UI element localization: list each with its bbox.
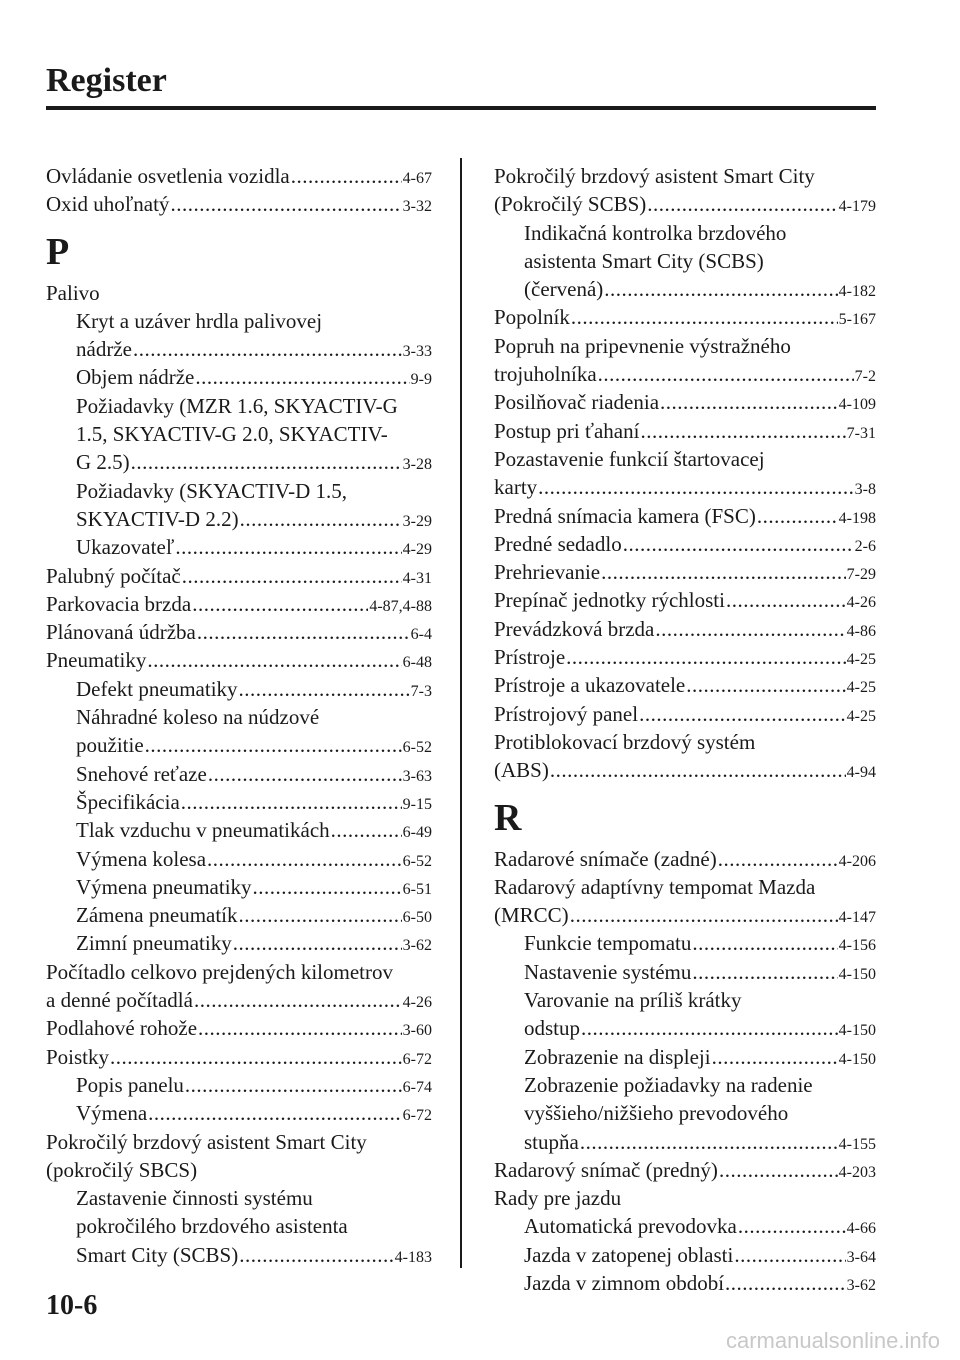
page-reference: 4-25 — [846, 651, 876, 669]
entry-text: Prevádzková brzda — [494, 616, 655, 641]
entry-text: vyššieho/nižšieho prevodového — [524, 1101, 789, 1126]
index-subentry — [494, 1043, 876, 1071]
entry-text: Radarový snímač (predný) — [494, 1157, 718, 1182]
index-entry — [494, 873, 876, 901]
page-reference: 7-29 — [846, 566, 876, 584]
entry-text: a denné počítadlá — [46, 988, 193, 1013]
entry-text: Špecifikácia — [76, 789, 180, 814]
entry-text: Ovládanie osvetlenia vozidla — [46, 164, 290, 188]
index-entry — [494, 445, 876, 473]
page-reference: 4-198 — [838, 509, 876, 527]
dot-leader — [133, 335, 402, 363]
entry-text: Radarový adaptívny tempomat Mazda — [494, 874, 816, 899]
page-reference: 4-179 — [838, 198, 876, 216]
page-reference: 6-4 — [410, 626, 432, 644]
dot-leader — [233, 929, 402, 957]
index-subentry — [46, 420, 432, 448]
dot-leader — [718, 845, 838, 873]
entry-text: Funkcie tempomatu — [524, 931, 692, 956]
page-reference: 3-33 — [402, 343, 432, 361]
entry-text: Automatická prevodovka — [524, 1214, 737, 1239]
dot-leader — [240, 505, 402, 533]
index-subentry — [494, 219, 876, 247]
dot-leader — [192, 590, 368, 618]
index-entry — [494, 360, 876, 388]
dot-leader — [571, 303, 838, 331]
index-entry — [494, 190, 876, 218]
index-subentry — [46, 873, 432, 901]
index-subentry — [46, 788, 432, 816]
index-subentry — [46, 929, 432, 957]
index-subentry — [494, 247, 876, 275]
entry-text: Výmena kolesa — [76, 846, 207, 871]
index-subentry — [494, 986, 876, 1014]
entry-text: Indikačná kontrolka brzdového — [524, 220, 787, 245]
dot-leader — [719, 1156, 838, 1184]
page-reference: 6-72 — [402, 1050, 432, 1068]
page-reference: 4-26 — [402, 994, 432, 1012]
index-column-left — [46, 162, 432, 1269]
index-subentry — [494, 929, 876, 957]
page-reference: 6-74 — [402, 1078, 432, 1096]
dot-leader — [185, 1071, 402, 1099]
dot-leader — [198, 1014, 402, 1042]
page-reference: 4-109 — [838, 396, 876, 414]
dot-leader — [239, 675, 410, 703]
entry-text: (MRCC) — [494, 903, 569, 928]
page-reference: 4-150 — [838, 965, 876, 983]
entry-text: karty — [494, 475, 538, 500]
entry-text: Kryt a uzáver hrdla palivovej — [76, 308, 323, 333]
entry-text: Varovanie na príliš krátky — [524, 988, 742, 1013]
index-entry — [494, 901, 876, 929]
dot-leader — [601, 558, 846, 586]
index-subentry — [46, 1184, 432, 1212]
entry-text: Plánovaná údržba — [46, 620, 196, 645]
index-subentry — [46, 1071, 432, 1099]
dot-leader — [726, 586, 846, 614]
index-entry — [46, 1043, 432, 1071]
entry-text: Posilňovač riadenia — [494, 390, 660, 415]
entry-text: Pokročilý brzdový asistent Smart City — [46, 1129, 367, 1154]
dot-leader — [208, 760, 402, 788]
dot-leader — [207, 845, 402, 873]
index-entry — [46, 986, 432, 1014]
entry-text: Pozastavenie funkcií štartovacej — [494, 446, 765, 471]
dot-leader — [194, 986, 402, 1014]
index-subentry — [494, 1014, 876, 1042]
index-subentry — [494, 1269, 876, 1297]
dot-leader — [538, 473, 854, 501]
index-section-letter: R — [494, 796, 522, 839]
entry-text: použitie — [76, 733, 144, 758]
page-reference: 7-2 — [854, 368, 876, 386]
index-subentry — [46, 335, 432, 363]
dot-leader — [581, 1014, 838, 1042]
page-reference: 4-86 — [846, 622, 876, 640]
index-subentry — [46, 505, 432, 533]
index-entry — [46, 279, 432, 307]
index-entry — [46, 562, 432, 590]
entry-text: (ABS) — [494, 758, 549, 783]
dot-leader — [712, 1043, 838, 1071]
index-subentry — [494, 1128, 876, 1156]
index-subentry — [46, 845, 432, 873]
index-subentry — [46, 1212, 432, 1240]
index-subentry — [494, 275, 876, 303]
dot-leader — [148, 1099, 402, 1127]
entry-text: Pneumatiky — [46, 648, 147, 673]
page-reference: 4-155 — [838, 1135, 876, 1153]
entry-text: Prístroje — [494, 645, 566, 670]
index-entry — [494, 700, 876, 728]
page-reference: 3-60 — [402, 1022, 432, 1040]
dot-leader — [757, 502, 838, 530]
dot-leader — [734, 1241, 845, 1269]
index-entry — [494, 1156, 876, 1184]
page-reference: 5-167 — [838, 311, 876, 329]
page-reference: 6-72 — [402, 1107, 432, 1125]
page-reference: 3-62 — [402, 937, 432, 955]
dot-leader — [195, 363, 409, 391]
index-subentry — [46, 731, 432, 759]
entry-text: Jazda v zimnom období — [524, 1270, 725, 1295]
entry-text: Požiadavky (SKYACTIV-D 1.5, — [76, 478, 348, 503]
entry-text: Popis panelu — [76, 1072, 184, 1097]
entry-text: Palivo — [46, 280, 100, 305]
entry-text: Tlak vzduchu v pneumatikách — [76, 818, 330, 843]
dot-leader — [640, 417, 845, 445]
index-subentry — [46, 1099, 432, 1127]
entry-text: Oxid uhoľnatý — [46, 192, 170, 217]
index-subentry — [46, 477, 432, 505]
index-entry — [494, 728, 876, 756]
page-reference: 3-32 — [402, 198, 432, 216]
entry-text: stupňa — [524, 1129, 579, 1154]
entry-text: Prístroje a ukazovatele — [494, 673, 686, 698]
entry-text: Protiblokovací brzdový systém — [494, 729, 756, 754]
index-entry — [494, 473, 876, 501]
dot-leader — [197, 618, 410, 646]
page-reference: 3-62 — [846, 1276, 876, 1294]
dot-leader — [598, 360, 854, 388]
index-column-right — [494, 162, 876, 1297]
dot-leader — [331, 816, 402, 844]
page-reference: 4-182 — [838, 283, 876, 301]
entry-text: Nastavenie systému — [524, 959, 692, 984]
index-subentry — [494, 1099, 876, 1127]
index-subentry — [46, 363, 432, 391]
dot-leader — [566, 643, 846, 671]
entry-text: Výmena — [76, 1101, 148, 1126]
entry-text: SKYACTIV-D 2.2) — [76, 506, 239, 531]
index-subentry — [494, 958, 876, 986]
index-section-letter: P — [46, 230, 70, 273]
page-number: 10-6 — [46, 1290, 98, 1321]
entry-text: (Pokročilý SCBS) — [494, 192, 647, 217]
page-reference: 7-3 — [410, 682, 432, 700]
entry-text: Výmena pneumatiky — [76, 874, 252, 899]
index-entry — [494, 417, 876, 445]
entry-text: Poistky — [46, 1044, 110, 1069]
index-entry — [46, 646, 432, 674]
dot-leader — [291, 162, 402, 190]
index-subentry — [46, 816, 432, 844]
page-reference: 3-8 — [854, 481, 876, 499]
dot-leader — [623, 530, 854, 558]
index-subentry — [46, 703, 432, 731]
dot-leader — [147, 646, 401, 674]
index-entry — [46, 1014, 432, 1042]
dot-leader — [253, 873, 402, 901]
entry-text: G 2.5) — [76, 450, 130, 475]
index-subentry — [46, 392, 432, 420]
page-title: Register — [46, 62, 167, 99]
index-entry — [46, 1156, 432, 1184]
entry-text: Defekt pneumatiky — [76, 676, 238, 701]
index-entry — [494, 756, 876, 784]
index-entry — [494, 643, 876, 671]
index-entry — [494, 162, 876, 190]
dot-leader — [239, 1241, 393, 1269]
index-entry — [46, 162, 432, 190]
page-reference: 6-51 — [402, 880, 432, 898]
page-reference: 7-31 — [846, 424, 876, 442]
page-reference: 4-67 — [402, 170, 432, 187]
index-subentry — [46, 448, 432, 476]
page-reference: 4-206 — [838, 852, 876, 870]
entry-text: Jazda v zatopenej oblasti — [524, 1242, 734, 1267]
page-reference: 3-64 — [846, 1248, 876, 1266]
page-reference: 4-183 — [394, 1248, 432, 1266]
index-entry — [46, 190, 432, 218]
dot-leader — [110, 1043, 402, 1071]
dot-leader — [692, 958, 837, 986]
page-reference: 9-9 — [410, 371, 432, 389]
dot-leader — [550, 756, 846, 784]
page-reference: 4-29 — [402, 541, 432, 559]
dot-leader — [131, 448, 402, 476]
index-entry — [494, 332, 876, 360]
index-subentry — [46, 1241, 432, 1269]
entry-text: Parkovacia brzda — [46, 591, 192, 616]
dot-leader — [692, 929, 837, 957]
page-reference: 2-6 — [854, 537, 876, 555]
index-entry — [494, 530, 876, 558]
page-reference: 4-25 — [846, 679, 876, 697]
entry-text: 1.5, SKYACTIV-G 2.0, SKYACTIV- — [76, 422, 388, 447]
entry-text: Pokročilý brzdový asistent Smart City — [494, 164, 815, 188]
page-reference: 4-94 — [846, 764, 876, 782]
dot-leader — [725, 1269, 846, 1297]
dot-leader — [604, 275, 837, 303]
index-subentry — [46, 901, 432, 929]
page-reference: 6-48 — [402, 654, 432, 672]
entry-text: Zobrazenie požiadavky na radenie — [524, 1072, 813, 1097]
entry-text: Popruh na pripevnenie výstražného — [494, 333, 791, 358]
dot-leader — [686, 671, 845, 699]
entry-text: Palubný počítač — [46, 563, 181, 588]
entry-text: Postup pri ťahaní — [494, 418, 640, 443]
page-reference: 3-63 — [402, 767, 432, 785]
dot-leader — [570, 901, 838, 929]
entry-text: Radarové snímače (zadné) — [494, 846, 717, 871]
entry-text: odstup — [524, 1016, 581, 1041]
entry-text: Zimní pneumatiky — [76, 931, 232, 956]
index-subentry — [46, 307, 432, 335]
dot-leader — [655, 615, 845, 643]
watermark: carmanualsonline.info — [725, 1328, 940, 1353]
index-entry — [46, 1128, 432, 1156]
entry-text: Predné sedadlo — [494, 531, 622, 556]
entry-text: Prepínač jednotky rýchlosti — [494, 588, 725, 613]
page-reference: 6-52 — [402, 739, 432, 757]
entry-text: Prístrojový panel — [494, 701, 639, 726]
page-reference: 9-15 — [402, 795, 432, 813]
index-entry — [494, 388, 876, 416]
entry-text: Snehové reťaze — [76, 761, 207, 786]
index-entry — [494, 671, 876, 699]
dot-leader — [738, 1212, 846, 1240]
page-reference: 4-66 — [846, 1220, 876, 1238]
index-entry — [494, 615, 876, 643]
index-subentry — [494, 1241, 876, 1269]
dot-leader — [175, 533, 401, 561]
entry-text: nádrže — [76, 337, 132, 362]
index-entry — [494, 845, 876, 873]
index-entry — [46, 590, 432, 618]
entry-text: Zastavenie činnosti systému — [76, 1186, 313, 1211]
index-subentry — [494, 1071, 876, 1099]
dot-leader — [239, 901, 402, 929]
dot-leader — [145, 731, 402, 759]
dot-leader — [170, 190, 401, 218]
entry-text: Objem nádrže — [76, 365, 195, 390]
page-reference: 4-25 — [846, 707, 876, 725]
entry-text: Ukazovateľ — [76, 535, 175, 560]
column-divider — [460, 158, 462, 1268]
dot-leader — [647, 190, 837, 218]
page-reference: 4-87,4-88 — [369, 597, 432, 615]
dot-leader — [639, 700, 846, 728]
entry-text: Zobrazenie na displeji — [524, 1044, 711, 1069]
index-entry — [494, 1184, 876, 1212]
entry-text: Náhradné koleso na núdzové — [76, 705, 320, 730]
entry-text: Popolník — [494, 305, 570, 330]
entry-text: Prehrievanie — [494, 560, 601, 585]
entry-text: Zámena pneumatík — [76, 903, 238, 928]
entry-text: Smart City (SCBS) — [76, 1242, 239, 1267]
page-reference: 6-49 — [402, 824, 432, 842]
page-reference: 4-150 — [838, 1050, 876, 1068]
index-subentry — [46, 675, 432, 703]
entry-text: Podlahové rohože — [46, 1016, 198, 1041]
entry-text: (červená) — [524, 277, 604, 302]
entry-text: Požiadavky (MZR 1.6, SKYACTIV-G — [76, 393, 398, 418]
page-reference: 4-147 — [838, 909, 876, 927]
page-reference: 4-150 — [838, 1022, 876, 1040]
page-reference: 6-50 — [402, 909, 432, 927]
entry-text: Rady pre jazdu — [494, 1186, 622, 1211]
entry-text: pokročilého brzdového asistenta — [76, 1214, 348, 1239]
entry-text: (pokročilý SBCS) — [46, 1157, 198, 1182]
index-entry — [494, 502, 876, 530]
page-reference: 4-156 — [838, 937, 876, 955]
page-reference: 4-203 — [838, 1163, 876, 1181]
dot-leader — [580, 1128, 838, 1156]
index-entry — [494, 558, 876, 586]
index-entry — [494, 303, 876, 331]
entry-text: Predná snímacia kamera (FSC) — [494, 503, 756, 528]
index-entry — [494, 586, 876, 614]
header-rule — [46, 106, 876, 110]
entry-text: asistenta Smart City (SCBS) — [524, 248, 764, 273]
page-reference: 3-29 — [402, 512, 432, 530]
page-reference: 4-26 — [846, 594, 876, 612]
index-subentry — [46, 760, 432, 788]
dot-leader — [660, 388, 838, 416]
page-reference: 6-52 — [402, 852, 432, 870]
index-subentry — [494, 1212, 876, 1240]
page-reference: 3-28 — [402, 456, 432, 474]
dot-leader — [182, 562, 402, 590]
dot-leader — [181, 788, 402, 816]
entry-text: trojuholníka — [494, 362, 597, 387]
entry-text: Počítadlo celkovo prejdených kilometrov — [46, 959, 393, 984]
index-subentry — [46, 533, 432, 561]
page-reference: 4-31 — [402, 569, 432, 587]
index-entry — [46, 618, 432, 646]
index-entry — [46, 958, 432, 986]
